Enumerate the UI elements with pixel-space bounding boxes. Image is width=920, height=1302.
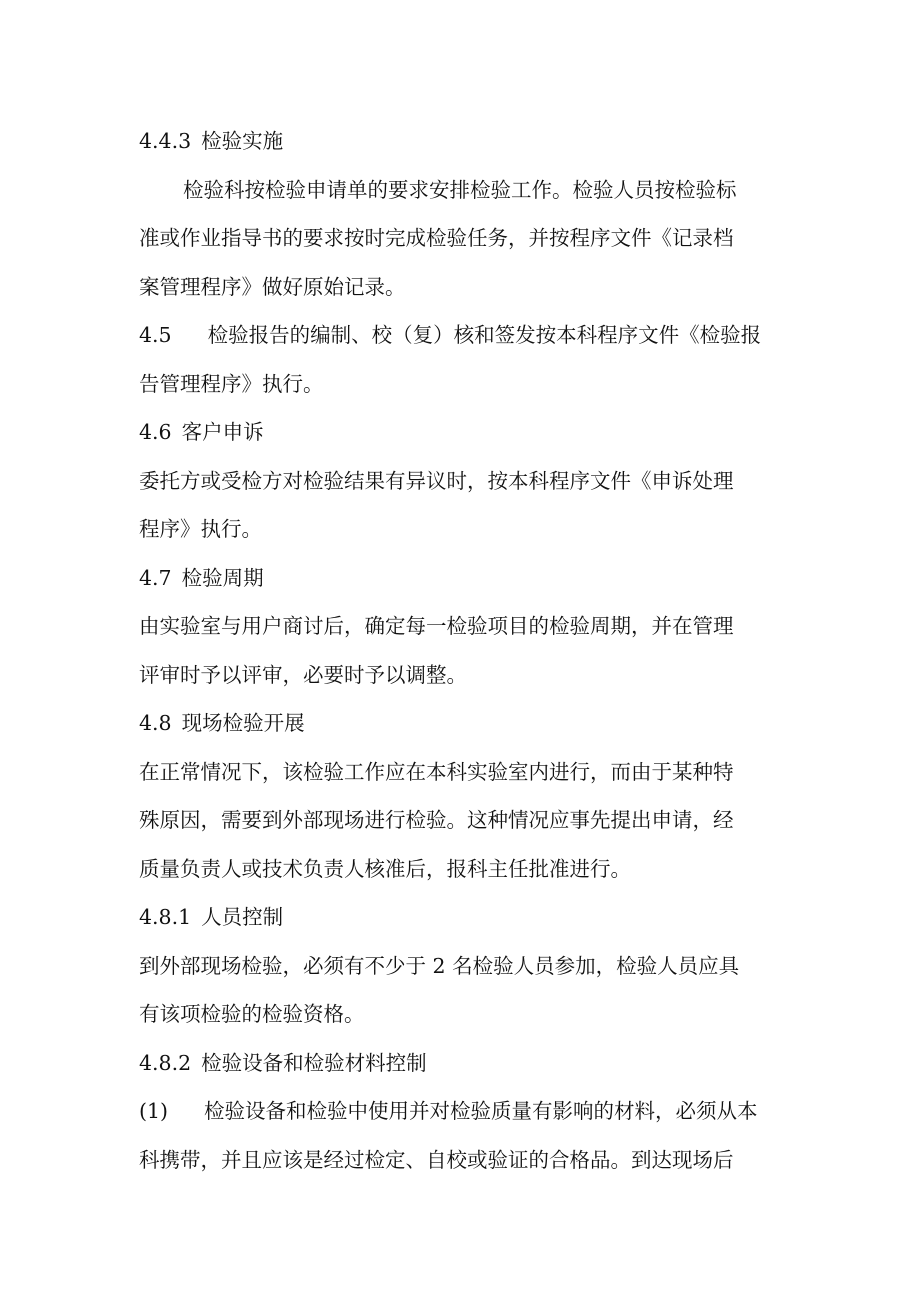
section-heading-4-8 (139, 699, 784, 748)
paragraph-line: 委托方或受检方对检验结果有异议时，按本科程序文件《申诉处理 (139, 468, 734, 493)
paragraph-line: 质量负责人或技术负责人核准后，报科主任批准进行。 (139, 856, 631, 881)
paragraph-line: 告管理程序》执行。 (139, 371, 324, 396)
section-title: 检验设备和检验材料控制 (201, 1050, 427, 1075)
paragraph-line: 在正常情况下，该检验工作应在本科实验室内进行，而由于某种特 (139, 759, 734, 784)
section-heading-4-8-1 (139, 893, 784, 942)
section-heading-4-4-3 (139, 117, 784, 166)
section-heading-4-7 (139, 554, 784, 603)
paragraph-line: 程序》执行。 (139, 517, 262, 541)
section-title: 现场检验开展 (181, 711, 305, 735)
section-title: 客户申诉 (181, 420, 264, 444)
list-item-number: (1) (139, 1099, 169, 1123)
section-number: 4.5 (139, 323, 172, 347)
section-number: 4.4.3 (139, 129, 192, 153)
section-heading-4-6 (139, 408, 784, 457)
section-number: 4.8 (139, 711, 172, 735)
paragraph-line: 准或作业指导书的要求按时完成检验任务，并按程序文件《记录档 (139, 226, 734, 250)
paragraph-line: 到外部现场检验，必须有不少于 2 名检验人员参加，检验人员应具 (139, 953, 740, 978)
document-body (139, 117, 784, 1184)
section-title: 人员控制 (201, 905, 284, 929)
paragraph-line: 由实验室与用户商讨后，确定每一检验项目的检验周期，并在管理 (139, 614, 734, 638)
paragraph-line: 检验报告的编制、校（复）核和签发按本科程序文件《检验报 (207, 323, 762, 347)
paragraph-line: 有该项检验的检验资格。 (139, 1002, 365, 1026)
section-title: 检验实施 (201, 129, 284, 153)
section-number: 4.8.2 (139, 1050, 192, 1075)
paragraph-line: 检验设备和检验中使用并对检验质量有影响的材料，必须从本 (204, 1099, 758, 1123)
paragraph-line: 案管理程序》做好原始记录。 (139, 274, 406, 299)
paragraph-line: 科携带，并且应该是经过检定、自校或验证的合格品。到达现场后 (139, 1147, 734, 1172)
section-number: 4.8.1 (139, 905, 192, 929)
section-heading-4-8-2 (139, 1039, 784, 1088)
paragraph-line: 评审时予以评审，必要时予以调整。 (139, 662, 467, 687)
section-title: 检验周期 (181, 565, 264, 590)
paragraph-line: 殊原因，需要到外部现场进行检验。这种情况应事先提出申请，经 (139, 808, 734, 832)
section-number: 4.6 (139, 420, 172, 444)
section-number: 4.7 (139, 565, 172, 590)
list-item-1 (139, 1087, 784, 1136)
section-heading-4-5 (139, 311, 784, 360)
paragraph-line: 检验科按检验申请单的要求安排检验工作。检验人员按检验标 (183, 177, 737, 202)
